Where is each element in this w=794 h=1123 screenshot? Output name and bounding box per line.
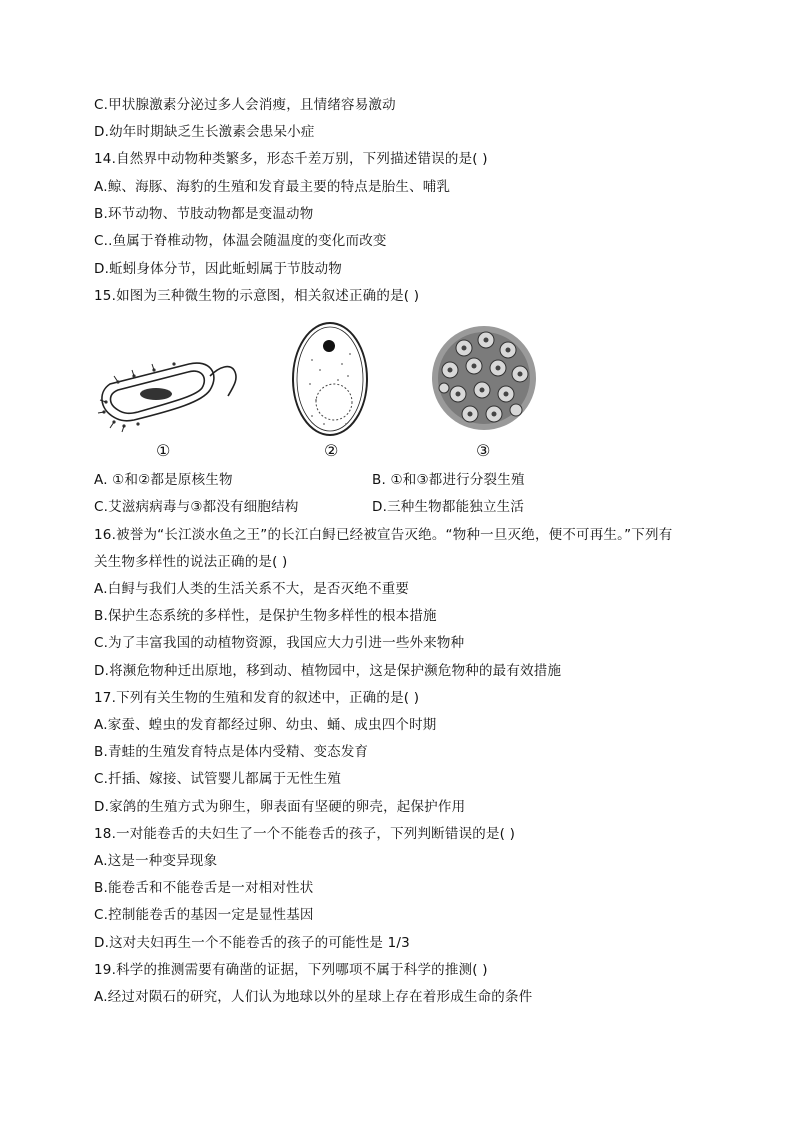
q14-stem: 14.自然界中动物种类繁多，形态千差万别，下列描述错误的是( ) (94, 151, 488, 167)
microorganism-figure (94, 318, 564, 463)
q18-option-a: A.这是一种变异现象 (94, 853, 218, 869)
q15-stem: 15.如图为三种微生物的示意图，相关叙述正确的是( ) (94, 288, 420, 304)
q17-option-a: A.家蚕、蝗虫的发育都经过卵、幼虫、蛹、成虫四个时期 (94, 717, 437, 733)
q15-option-c: C.艾滋病病毒与③都没有细胞结构 (94, 499, 299, 515)
q13-option-d: D.幼年时期缺乏生长激素会患呆小症 (94, 124, 315, 140)
q14-option-a: A.鲸、海豚、海豹的生殖和发育最主要的特点是胎生、哺乳 (94, 179, 451, 195)
q18-stem: 18.一对能卷舌的夫妇生了一个不能卷舌的孩子，下列判断错误的是( ) (94, 826, 516, 842)
q13-option-c: C.甲状腺激素分泌过多人会消瘦，且情绪容易激动 (94, 97, 396, 113)
q18-option-d: D.这对夫妇再生一个不能卷舌的孩子的可能性是 1/3 (94, 935, 410, 951)
figure-label-3: ③ (476, 441, 491, 460)
q17-option-b: B.青蛙的生殖发育特点是体内受精、变态发育 (94, 744, 369, 760)
yeast-cell-illustration (290, 320, 370, 438)
q15-option-d: D.三种生物都能独立生活 (372, 499, 525, 515)
q16-option-a: A.白鲟与我们人类的生活关系不大，是否灭绝不重要 (94, 581, 410, 597)
q15-option-a: A. ①和②都是原核生物 (94, 472, 233, 488)
q17-option-d: D.家鸽的生殖方式为卵生，卵表面有坚硬的卵壳，起保护作用 (94, 799, 466, 815)
bacterium-illustration (94, 346, 244, 436)
q16-stem-line2: 关生物多样性的说法正确的是( ) (94, 554, 288, 570)
q17-option-c: C.扦插、嫁接、试管婴儿都属于无性生殖 (94, 771, 342, 787)
q17-stem: 17.下列有关生物的生殖和发育的叙述中，正确的是( ) (94, 690, 420, 706)
q16-option-b: B.保护生态系统的多样性，是保护生物多样性的根本措施 (94, 608, 437, 624)
q14-option-c: C..鱼属于脊椎动物，体温会随温度的变化而改变 (94, 233, 387, 249)
q16-option-c: C.为了丰富我国的动植物资源，我国应大力引进一些外来物种 (94, 635, 465, 651)
q16-stem-line1: 16.被誉为“长江淡水鱼之王”的长江白鲟已经被宣告灭绝。“物种一旦灭绝，便不可再生。”下列有 (94, 527, 673, 543)
q14-option-b: B.环节动物、节肢动物都是变温动物 (94, 206, 314, 222)
q18-option-c: C.控制能卷舌的基因一定是显性基因 (94, 907, 314, 923)
q18-option-b: B.能卷舌和不能卷舌是一对相对性状 (94, 880, 314, 896)
q19-stem: 19.科学的推测需要有确凿的证据，下列哪项不属于科学的推测( ) (94, 962, 488, 978)
q14-option-d: D.蚯蚓身体分节，因此蚯蚓属于节肢动物 (94, 261, 342, 277)
q19-option-a: A.经过对陨石的研究，人们认为地球以外的星球上存在着形成生命的条件 (94, 989, 533, 1005)
figure-label-2: ② (324, 441, 339, 460)
q16-option-d: D.将濒危物种迁出原地，移到动、植物园中，这是保护濒危物种的最有效措施 (94, 663, 562, 679)
q15-option-b: B. ①和③都进行分裂生殖 (372, 472, 525, 488)
virus-illustration (424, 318, 544, 438)
figure-label-1: ① (156, 441, 171, 460)
